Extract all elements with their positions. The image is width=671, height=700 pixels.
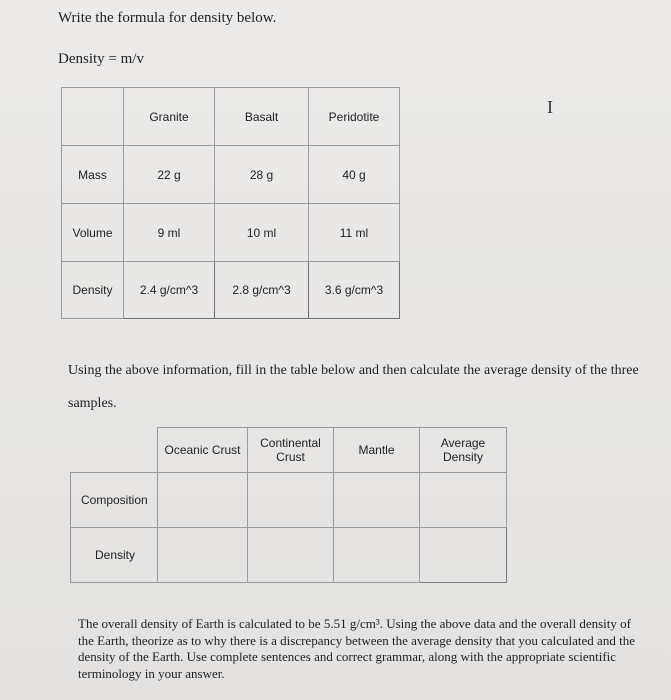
table-header-row xyxy=(62,88,400,146)
row-label-composition: Composition xyxy=(71,473,158,528)
cell-basalt-mass: 28 g xyxy=(215,146,309,204)
header-corner-cell xyxy=(71,428,158,473)
header-continental-crust: Continental Crust xyxy=(248,428,334,473)
cell-average-composition[interactable] xyxy=(420,473,507,528)
prompt-text: Write the formula for density below. xyxy=(58,10,277,26)
instructions-text: Using the above information, fill in the table below and then calculate the average density of the three samples. xyxy=(68,363,639,411)
row-label-mass: Mass xyxy=(62,146,124,204)
header-mantle: Mantle xyxy=(334,428,420,473)
cell-basalt-volume: 10 ml xyxy=(215,204,309,262)
table-row-density xyxy=(62,262,400,319)
cell-oceanic-density[interactable] xyxy=(158,528,248,583)
row-label-density: Density xyxy=(71,528,158,583)
cell-granite-mass: 22 g xyxy=(124,146,215,204)
row-label-volume: Volume xyxy=(62,204,124,262)
earth-layers-table xyxy=(70,427,507,583)
header-basalt: Basalt xyxy=(215,88,309,146)
header-average-density: Average Density xyxy=(420,428,507,473)
rock-samples-table xyxy=(61,87,400,319)
table-row-density xyxy=(71,528,507,583)
cell-peridotite-volume: 11 ml xyxy=(309,204,400,262)
cell-granite-volume: 9 ml xyxy=(124,204,215,262)
row-label-density: Density xyxy=(62,262,124,319)
cell-basalt-density[interactable]: 2.8 g/cm^3 xyxy=(215,262,309,319)
header-corner-cell xyxy=(62,88,124,146)
table-header-row xyxy=(71,428,507,473)
cell-granite-density[interactable]: 2.4 g/cm^3 xyxy=(124,262,215,319)
header-peridotite: Peridotite xyxy=(309,88,400,146)
header-granite: Granite xyxy=(124,88,215,146)
table-row-volume xyxy=(62,204,400,262)
header-oceanic-crust: Oceanic Crust xyxy=(158,428,248,473)
table-row-composition xyxy=(71,473,507,528)
cell-peridotite-mass: 40 g xyxy=(309,146,400,204)
cell-mantle-composition[interactable] xyxy=(334,473,420,528)
text-cursor-icon: I xyxy=(547,97,553,117)
cell-continental-density[interactable] xyxy=(248,528,334,583)
cell-oceanic-composition[interactable] xyxy=(158,473,248,528)
cell-peridotite-density[interactable]: 3.6 g/cm^3 xyxy=(309,262,400,319)
cell-mantle-density[interactable] xyxy=(334,528,420,583)
discussion-question: The overall density of Earth is calculated to be 5.51 g/cm³. Using the above data and the overall density of the Earth, theorize as to why there is a discrepancy between the average density that you calculated and the density of the Earth. Use complete sentences and correct grammar, along with the appropriate scientific terminology in your answer. xyxy=(78,616,635,681)
density-formula: Density = m/v xyxy=(58,51,144,67)
table-row-mass xyxy=(62,146,400,204)
cell-continental-composition[interactable] xyxy=(248,473,334,528)
cell-average-density[interactable] xyxy=(420,528,507,583)
